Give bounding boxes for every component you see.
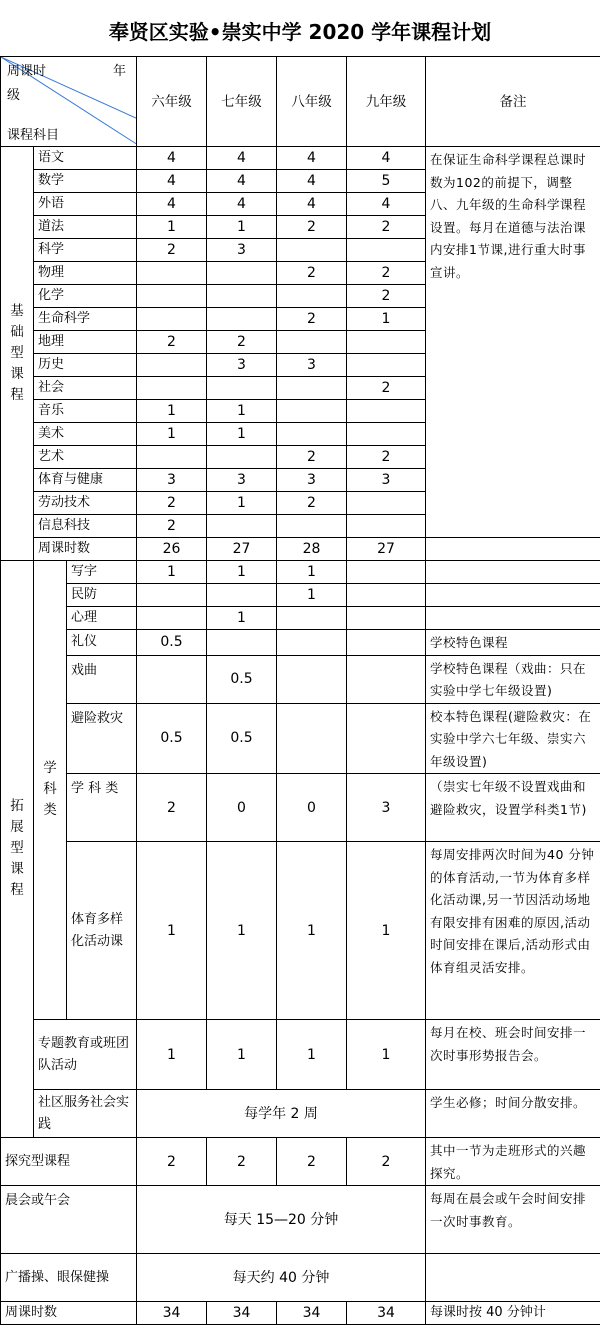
hours-cell: [277, 377, 347, 400]
table-row: [1, 1090, 600, 1138]
hours-cell: [277, 655, 347, 703]
hours-cell: 0.5: [207, 703, 277, 774]
subject-name: 戏曲: [67, 655, 137, 703]
hours-cell: 1: [277, 842, 347, 1020]
diag-label-grade: 级: [7, 88, 21, 103]
hours-cell: 3: [207, 469, 277, 492]
subject-name: 体育多样化活动课: [67, 842, 137, 1020]
hours-cell: 1: [277, 584, 347, 607]
hours-cell: [347, 561, 426, 584]
subject-name: 周课时数: [34, 538, 137, 561]
subject-name: 社区服务社会实践: [34, 1090, 137, 1138]
subject-name: 外语: [34, 193, 137, 216]
hours-cell: 2: [137, 331, 207, 354]
hours-cell: [277, 285, 347, 308]
hours-cell: 34: [277, 1302, 347, 1325]
row-note: 学校特色课程（戏曲：只在实验中学七年级设置): [426, 655, 600, 703]
hours-cell: 26: [137, 538, 207, 561]
hours-cell: 4: [137, 147, 207, 170]
hours-cell: 2: [137, 1138, 207, 1186]
exercise-note: [426, 1254, 600, 1302]
subject-name: 广播操、眼保健操: [1, 1254, 137, 1302]
table-row: [1, 1302, 600, 1325]
hours-cell: 1: [347, 1020, 426, 1090]
table-row: [1, 703, 600, 774]
hours-cell: 1: [137, 423, 207, 446]
subject-name: 周课时数: [1, 1302, 137, 1325]
hours-cell: 34: [207, 1302, 277, 1325]
subject-name: 专题教育或班团队活动: [34, 1020, 137, 1090]
hours-cell: 2: [347, 216, 426, 239]
hours-cell: 2: [137, 239, 207, 262]
subject-name: 艺术: [34, 446, 137, 469]
hours-cell: 1: [347, 842, 426, 1020]
hours-cell: 2: [277, 446, 347, 469]
table-row: [1, 57, 600, 147]
total-note: 每课时按 40 分钟计: [426, 1302, 600, 1325]
subject-name: 美术: [34, 423, 137, 446]
table-row: [1, 774, 600, 842]
ext-subject-label: [34, 561, 67, 1020]
table-row: [1, 561, 600, 584]
subject-name: 心理: [67, 607, 137, 630]
hours-cell: 1: [207, 561, 277, 584]
hours-cell: 3: [347, 469, 426, 492]
hours-cell: [207, 377, 277, 400]
table-row: [1, 147, 600, 170]
hours-cell: 2: [277, 1138, 347, 1186]
table-row: [1, 842, 600, 1020]
subject-name: 生命科学: [34, 308, 137, 331]
hours-cell: [347, 239, 426, 262]
hours-cell: 2: [347, 285, 426, 308]
table-row: [1, 538, 600, 561]
subject-name: 民防: [67, 584, 137, 607]
diag-label-year: 年: [113, 64, 127, 79]
hours-cell: [207, 308, 277, 331]
hours-cell: 2: [347, 262, 426, 285]
hours-cell: 0: [207, 774, 277, 842]
hours-cell: 3: [207, 239, 277, 262]
hours-cell: [277, 607, 347, 630]
hours-cell: [207, 584, 277, 607]
subject-name: 晨会或午会: [1, 1186, 137, 1254]
hours-cell: [277, 331, 347, 354]
hours-cell: 2: [207, 1138, 277, 1186]
subject-name: 劳动技术: [34, 492, 137, 515]
row-note: [426, 561, 600, 584]
hours-cell: 34: [347, 1302, 426, 1325]
hours-cell: [137, 262, 207, 285]
hours-cell: [347, 703, 426, 774]
hours-cell: [277, 515, 347, 538]
hours-cell: [277, 703, 347, 774]
table-row: [1, 1186, 600, 1254]
topic-note: 每月在校、班会时间安排一次时事形势报告会。: [426, 1020, 600, 1090]
grade-header: 七年级: [207, 57, 277, 147]
table-row: [1, 630, 600, 656]
hours-cell: 2: [137, 774, 207, 842]
hours-cell: 5: [347, 170, 426, 193]
community-value: 每学年 2 周: [137, 1090, 426, 1138]
hours-cell: [347, 607, 426, 630]
hours-cell: 2: [277, 262, 347, 285]
row-note: 校本特色课程(避险救灾：在实验中学六七年级、崇实六年级设置): [426, 703, 600, 774]
hours-cell: 1: [137, 1020, 207, 1090]
hours-cell: 4: [277, 193, 347, 216]
row-note: （崇实七年级不设置戏曲和避险救灾，设置学科类1节): [426, 774, 600, 842]
hours-cell: 4: [347, 147, 426, 170]
hours-cell: [137, 607, 207, 630]
subject-name: 社会: [34, 377, 137, 400]
course-plan-table: [0, 56, 600, 1325]
hours-cell: 1: [277, 561, 347, 584]
explore-note: 其中一节为走班形式的兴趣探究。: [426, 1138, 600, 1186]
exercise-value: 每天约 40 分钟: [137, 1254, 426, 1302]
empty-note: [426, 538, 600, 561]
hours-cell: 2: [207, 331, 277, 354]
hours-cell: 1: [137, 842, 207, 1020]
hours-cell: 3: [347, 774, 426, 842]
community-note: 学生必修；时间分散安排。: [426, 1090, 600, 1138]
hours-cell: [347, 492, 426, 515]
hours-cell: 4: [207, 147, 277, 170]
hours-cell: 27: [347, 538, 426, 561]
ext-course-label: [1, 561, 34, 1138]
hours-cell: 34: [137, 1302, 207, 1325]
hours-cell: 1: [277, 1020, 347, 1090]
table-row: [1, 1138, 600, 1186]
diagonal-header-cell: [1, 57, 137, 147]
hours-cell: 2: [347, 377, 426, 400]
hours-cell: 1: [347, 308, 426, 331]
hours-cell: [207, 285, 277, 308]
subject-name: 体育与健康: [34, 469, 137, 492]
hours-cell: [207, 446, 277, 469]
hours-cell: 3: [207, 354, 277, 377]
subject-name: 物理: [34, 262, 137, 285]
hours-cell: [277, 630, 347, 656]
diag-label-subject: 课程科目: [7, 128, 60, 143]
basic-course-label: [1, 147, 34, 561]
hours-cell: [277, 400, 347, 423]
subject-name: 历史: [34, 354, 137, 377]
hours-cell: 1: [137, 400, 207, 423]
hours-cell: 2: [277, 216, 347, 239]
hours-cell: 4: [207, 193, 277, 216]
hours-cell: 0.5: [137, 630, 207, 656]
hours-cell: 4: [137, 170, 207, 193]
hours-cell: [277, 423, 347, 446]
hours-cell: [137, 285, 207, 308]
hours-cell: [207, 630, 277, 656]
hours-cell: 1: [207, 400, 277, 423]
row-note: [426, 584, 600, 607]
hours-cell: 4: [347, 193, 426, 216]
hours-cell: 2: [277, 308, 347, 331]
hours-cell: [137, 655, 207, 703]
table-row: [1, 655, 600, 703]
subject-name: 音乐: [34, 400, 137, 423]
table-row: [1, 607, 600, 630]
table-row: [1, 1020, 600, 1090]
hours-cell: [207, 262, 277, 285]
hours-cell: [137, 446, 207, 469]
hours-cell: 1: [207, 216, 277, 239]
hours-cell: [347, 423, 426, 446]
grade-header: 六年级: [137, 57, 207, 147]
hours-cell: 4: [277, 170, 347, 193]
hours-cell: 3: [277, 469, 347, 492]
hours-cell: 1: [207, 423, 277, 446]
hours-cell: 2: [277, 492, 347, 515]
subject-name: 写字: [67, 561, 137, 584]
table-row: [1, 1254, 600, 1302]
basic-note: 在保证生命科学课程总课时数为102的前提下，调整八、九年级的生命科学课程设置。每月在道德与法治课内安排1节课,进行重大时事宣讲。: [426, 147, 600, 538]
subject-name: 道法: [34, 216, 137, 239]
subject-name: 科学: [34, 239, 137, 262]
table-row: [1, 584, 600, 607]
subject-name: 学 科 类: [67, 774, 137, 842]
hours-cell: 1: [137, 216, 207, 239]
hours-cell: [137, 584, 207, 607]
hours-cell: 2: [347, 446, 426, 469]
hours-cell: 0: [277, 774, 347, 842]
hours-cell: 1: [207, 607, 277, 630]
hours-cell: [137, 308, 207, 331]
subject-name: 地理: [34, 331, 137, 354]
hours-cell: [347, 354, 426, 377]
row-note: 学校特色课程: [426, 630, 600, 656]
subject-name: 探究型课程: [1, 1138, 137, 1186]
grade-header: 八年级: [277, 57, 347, 147]
subject-name: 化学: [34, 285, 137, 308]
basic-course-text: 基础型课程: [10, 302, 24, 403]
hours-cell: [347, 655, 426, 703]
hours-cell: 1: [207, 842, 277, 1020]
hours-cell: [137, 354, 207, 377]
hours-cell: [207, 515, 277, 538]
hours-cell: [137, 377, 207, 400]
hours-cell: 2: [137, 492, 207, 515]
row-note: [426, 607, 600, 630]
hours-cell: 1: [207, 1020, 277, 1090]
subject-name: 避险救灾: [67, 703, 137, 774]
meeting-value: 每天 15—20 分钟: [137, 1186, 426, 1254]
hours-cell: 4: [207, 170, 277, 193]
hours-cell: 27: [207, 538, 277, 561]
hours-cell: 3: [277, 354, 347, 377]
subject-name: 礼仪: [67, 630, 137, 656]
hours-cell: [347, 630, 426, 656]
ext-subject-text: 学科类: [43, 760, 57, 818]
hours-cell: 1: [137, 561, 207, 584]
hours-cell: 3: [137, 469, 207, 492]
hours-cell: [347, 515, 426, 538]
hours-cell: [277, 239, 347, 262]
hours-cell: [347, 400, 426, 423]
hours-cell: 28: [277, 538, 347, 561]
grade-header: 九年级: [347, 57, 426, 147]
meeting-note: 每周在晨会或午会时间安排一次时事教育。: [426, 1186, 600, 1254]
hours-cell: 0.5: [207, 655, 277, 703]
pe-note: 每周安排两次时间为40 分钟的体育活动,一节为体育多样化活动课,另一节因活动场地有限安排有困难的原因,活动时间安排在课后,活动形式由体育组灵活安排。: [426, 842, 600, 1020]
hours-cell: 1: [207, 492, 277, 515]
ext-course-text: 拓展型课程: [10, 798, 24, 898]
hours-cell: 4: [277, 147, 347, 170]
subject-name: 信息科技: [34, 515, 137, 538]
subject-name: 语文: [34, 147, 137, 170]
remark-header: 备注: [426, 57, 600, 147]
diag-label-top: 周课时: [7, 64, 47, 79]
page-title: 奉贤区实验•崇实中学 2020 学年课程计划: [108, 20, 492, 44]
hours-cell: [347, 331, 426, 354]
hours-cell: 2: [347, 1138, 426, 1186]
hours-cell: 2: [137, 515, 207, 538]
subject-name: 数学: [34, 170, 137, 193]
hours-cell: 4: [137, 193, 207, 216]
hours-cell: [347, 584, 426, 607]
hours-cell: 0.5: [137, 703, 207, 774]
